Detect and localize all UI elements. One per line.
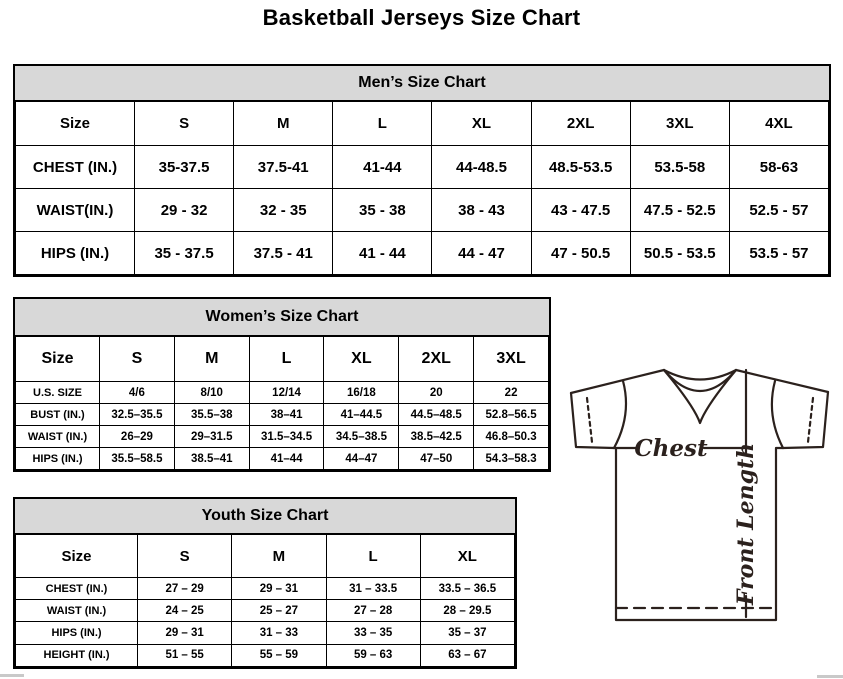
column-header: L	[333, 102, 432, 146]
column-header: XL	[420, 535, 514, 578]
size-value-cell: 47–50	[399, 448, 474, 470]
size-value-cell: 58-63	[729, 146, 828, 189]
column-header: M	[232, 535, 326, 578]
size-value-cell: 26–29	[100, 426, 175, 448]
size-value-cell: 47.5 - 52.5	[630, 189, 729, 232]
size-value-cell: 32.5–35.5	[100, 404, 175, 426]
column-header: S	[135, 102, 234, 146]
size-value-cell: 38.5–42.5	[399, 426, 474, 448]
measurement-row	[16, 600, 515, 622]
size-header-row	[16, 102, 829, 146]
column-header: Size	[16, 102, 135, 146]
column-header: 2XL	[399, 337, 474, 382]
column-header: 3XL	[630, 102, 729, 146]
size-value-cell: 29–31.5	[174, 426, 249, 448]
size-value-cell: 32 - 35	[234, 189, 333, 232]
size-value-cell: 35-37.5	[135, 146, 234, 189]
column-header: XL	[432, 102, 531, 146]
size-value-cell: 35 - 37.5	[135, 232, 234, 275]
size-header-row	[16, 337, 549, 382]
size-value-cell: 37.5 - 41	[234, 232, 333, 275]
column-header: L	[326, 535, 420, 578]
size-value-cell: 12/14	[249, 382, 324, 404]
size-value-cell: 31.5–34.5	[249, 426, 324, 448]
left-shoulder-seam	[571, 370, 664, 393]
size-value-cell: 35 – 37	[420, 622, 514, 644]
size-value-cell: 48.5-53.5	[531, 146, 630, 189]
womens-size-table	[15, 336, 549, 470]
row-label: HEIGHT (IN.)	[16, 644, 138, 666]
size-value-cell: 37.5-41	[234, 146, 333, 189]
page-title: Basketball Jerseys Size Chart	[262, 5, 581, 30]
measurement-row	[16, 448, 549, 470]
size-value-cell: 47 - 50.5	[531, 232, 630, 275]
mens-table-title: Men’s Size Chart	[15, 66, 829, 101]
column-header: 3XL	[474, 337, 549, 382]
size-value-cell: 59 – 63	[326, 644, 420, 666]
size-value-cell: 24 – 25	[138, 600, 232, 622]
size-value-cell: 41-44	[333, 146, 432, 189]
column-header: Size	[16, 535, 138, 578]
measurement-row	[16, 578, 515, 600]
size-value-cell: 44-48.5	[432, 146, 531, 189]
size-value-cell: 38 - 43	[432, 189, 531, 232]
measurement-row	[16, 189, 829, 232]
column-header: M	[234, 102, 333, 146]
row-label: CHEST (IN.)	[16, 146, 135, 189]
row-label: WAIST (IN.)	[16, 600, 138, 622]
size-value-cell: 29 – 31	[232, 578, 326, 600]
column-header: XL	[324, 337, 399, 382]
measurement-row	[16, 382, 549, 404]
size-value-cell: 31 – 33	[232, 622, 326, 644]
size-value-cell: 38–41	[249, 404, 324, 426]
size-value-cell: 52.5 - 57	[729, 189, 828, 232]
size-value-cell: 63 – 67	[420, 644, 514, 666]
measurement-row	[16, 644, 515, 666]
size-value-cell: 29 – 31	[138, 622, 232, 644]
size-header-row	[16, 535, 515, 578]
measurement-row	[16, 426, 549, 448]
size-value-cell: 28 – 29.5	[420, 600, 514, 622]
size-value-cell: 55 – 59	[232, 644, 326, 666]
measurement-row	[16, 622, 515, 644]
mens-size-chart-section	[13, 64, 831, 277]
chest-label: Chest	[634, 435, 708, 462]
size-value-cell: 22	[474, 382, 549, 404]
size-value-cell: 33 – 35	[326, 622, 420, 644]
mens-size-table	[15, 101, 829, 275]
column-header: Size	[16, 337, 100, 382]
size-value-cell: 43 - 47.5	[531, 189, 630, 232]
row-label: HIPS (IN.)	[16, 448, 100, 470]
size-value-cell: 4/6	[100, 382, 175, 404]
size-value-cell: 53.5-58	[630, 146, 729, 189]
size-value-cell: 33.5 – 36.5	[420, 578, 514, 600]
measurement-row	[16, 404, 549, 426]
youth-size-chart-section	[13, 497, 517, 669]
v-neck-collar-lines	[664, 370, 736, 423]
size-value-cell: 46.8–50.3	[474, 426, 549, 448]
size-value-cell: 34.5–38.5	[324, 426, 399, 448]
row-label: WAIST(IN.)	[16, 189, 135, 232]
size-value-cell: 35.5–38	[174, 404, 249, 426]
row-label: CHEST (IN.)	[16, 578, 138, 600]
size-value-cell: 44–47	[324, 448, 399, 470]
size-value-cell: 27 – 29	[138, 578, 232, 600]
column-header: L	[249, 337, 324, 382]
row-label: HIPS (IN.)	[16, 622, 138, 644]
size-value-cell: 8/10	[174, 382, 249, 404]
size-value-cell: 54.3–58.3	[474, 448, 549, 470]
womens-size-chart-section	[13, 297, 551, 472]
size-value-cell: 31 – 33.5	[326, 578, 420, 600]
size-value-cell: 20	[399, 382, 474, 404]
row-label: U.S. SIZE	[16, 382, 100, 404]
size-value-cell: 53.5 - 57	[729, 232, 828, 275]
size-value-cell: 16/18	[324, 382, 399, 404]
right-shoulder-seam	[736, 370, 828, 392]
column-header: 2XL	[531, 102, 630, 146]
column-header: S	[138, 535, 232, 578]
row-label: BUST (IN.)	[16, 404, 100, 426]
horizontal-scrollbar-fragment-right[interactable]	[817, 675, 843, 678]
size-value-cell: 41–44	[249, 448, 324, 470]
size-value-cell: 35.5–58.5	[100, 448, 175, 470]
youth-table-title: Youth Size Chart	[15, 499, 515, 534]
measurement-row	[16, 146, 829, 189]
size-value-cell: 52.8–56.5	[474, 404, 549, 426]
size-value-cell: 29 - 32	[135, 189, 234, 232]
size-value-cell: 27 – 28	[326, 600, 420, 622]
size-value-cell: 51 – 55	[138, 644, 232, 666]
column-header: S	[100, 337, 175, 382]
size-value-cell: 41 - 44	[333, 232, 432, 275]
measurement-row	[16, 232, 829, 275]
column-header: M	[174, 337, 249, 382]
youth-size-table	[15, 534, 515, 667]
size-value-cell: 41–44.5	[324, 404, 399, 426]
size-value-cell: 25 – 27	[232, 600, 326, 622]
size-value-cell: 44.5–48.5	[399, 404, 474, 426]
size-value-cell: 44 - 47	[432, 232, 531, 275]
size-value-cell: 35 - 38	[333, 189, 432, 232]
womens-table-title: Women’s Size Chart	[15, 299, 549, 336]
jersey-measurement-diagram	[556, 360, 843, 632]
column-header: 4XL	[729, 102, 828, 146]
row-label: WAIST (IN.)	[16, 426, 100, 448]
horizontal-scrollbar-fragment-left[interactable]	[0, 674, 24, 677]
row-label: HIPS (IN.)	[16, 232, 135, 275]
front-length-label: Front Length	[733, 442, 759, 606]
size-value-cell: 38.5–41	[174, 448, 249, 470]
size-value-cell: 50.5 - 53.5	[630, 232, 729, 275]
